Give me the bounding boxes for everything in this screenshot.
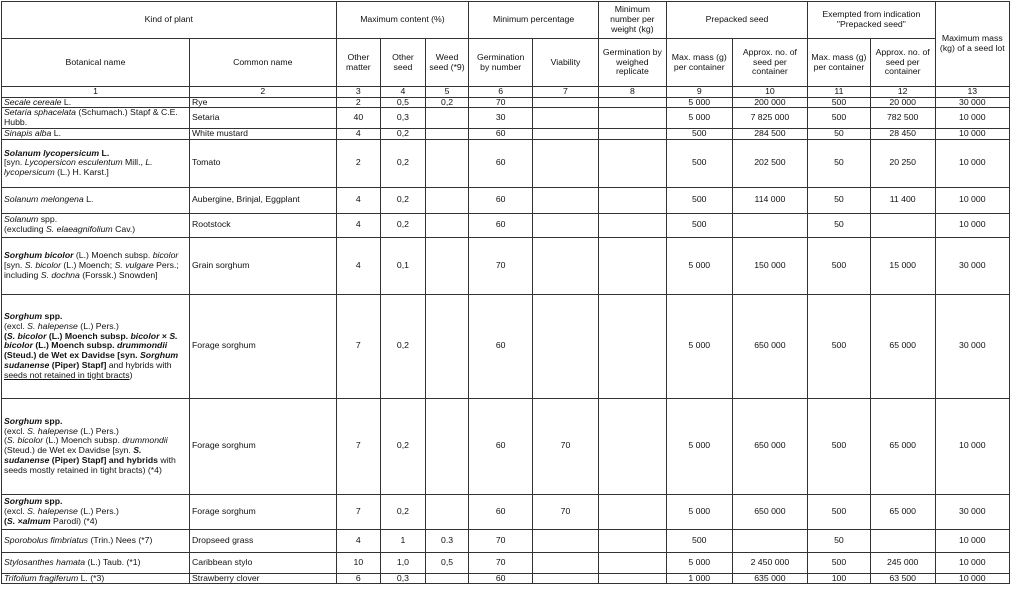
- column-number: 13: [935, 87, 1009, 98]
- germination-cell: 30: [469, 108, 533, 128]
- exempt-approx-seed-cell: 28 450: [870, 128, 935, 139]
- exempt-approx-seed-cell: [870, 529, 935, 552]
- germination-weighed-cell: [598, 494, 666, 529]
- column-number: 5: [425, 87, 469, 98]
- germination-cell: 70: [469, 237, 533, 294]
- botanical-name-cell: Sinapis alba L.: [2, 128, 190, 139]
- max-lot-mass-cell: 10 000: [935, 573, 1009, 584]
- other-matter-cell: 4: [336, 237, 381, 294]
- germination-weighed-cell: [598, 139, 666, 187]
- common-name-cell: Rye: [189, 97, 336, 108]
- table-row: [2, 529, 1010, 552]
- common-name-header: Common name: [189, 39, 336, 87]
- weed-seed-cell: [425, 213, 469, 237]
- other-seed-cell: 0,2: [381, 187, 426, 213]
- botanical-name-cell: Solanum melongena L.: [2, 187, 190, 213]
- viability-cell: [533, 294, 599, 398]
- common-name-cell: Grain sorghum: [189, 237, 336, 294]
- approx-seed-container-header: Approx. no. of seed per container: [732, 39, 807, 87]
- max-mass-cell: 500: [666, 213, 732, 237]
- exempt-max-mass-cell: 50: [808, 529, 871, 552]
- botanical-name-cell: Sorghum spp. (excl. S. halepense (L.) Pers.) (S. bicolor (L.) Moench subsp. drummondii (Steud.) de Wet ex Davidse [syn. S. sudanense (Piper) Stapf] and hybrids with seeds mostly retained in tight bracts) (*4): [2, 398, 190, 494]
- other-matter-cell: 4: [336, 187, 381, 213]
- viability-cell: [533, 237, 599, 294]
- common-name-cell: Forage sorghum: [189, 398, 336, 494]
- weed-seed-cell: [425, 139, 469, 187]
- max-mass-container-header: Max. mass (g) per container: [666, 39, 732, 87]
- botanical-name-cell: Sorghum spp. (excl. S. halepense (L.) Pers.) (S. bicolor (L.) Moench subsp. bicolor × S. bicolor (L.) Moench subsp. drummondii (Steud.) de Wet ex Davidse [syn. Sorghum sudanense (Piper) Stapf] and hybrids with seeds not retained in tight bracts): [2, 294, 190, 398]
- botanical-name-cell: Stylosanthes hamata (L.) Taub. (*1): [2, 552, 190, 573]
- germination-cell: 60: [469, 187, 533, 213]
- viability-header: Viability: [533, 39, 599, 87]
- germination-weighed-cell: [598, 108, 666, 128]
- exempt-max-mass-cell: 500: [808, 237, 871, 294]
- max-mass-cell: 500: [666, 128, 732, 139]
- table-row: [2, 294, 1010, 398]
- weed-seed-cell: [425, 237, 469, 294]
- viability-cell: [533, 573, 599, 584]
- exempt-max-mass-cell: 100: [808, 573, 871, 584]
- max-mass-cell: 5 000: [666, 108, 732, 128]
- max-mass-cell: 1 000: [666, 573, 732, 584]
- table-row: [2, 97, 1010, 108]
- weed-seed-header: Weed seed (*9): [425, 39, 469, 87]
- other-matter-cell: 4: [336, 128, 381, 139]
- exempt-max-mass-cell: 500: [808, 552, 871, 573]
- column-number: 6: [469, 87, 533, 98]
- other-seed-cell: 0,3: [381, 573, 426, 584]
- other-matter-cell: 40: [336, 108, 381, 128]
- approx-seed-cell: 200 000: [732, 97, 807, 108]
- max-mass-cell: 500: [666, 529, 732, 552]
- common-name-cell: Dropseed grass: [189, 529, 336, 552]
- approx-seed-cell: 650 000: [732, 294, 807, 398]
- germination-weighed-cell: [598, 187, 666, 213]
- approx-seed-cell: 650 000: [732, 398, 807, 494]
- germination-cell: 60: [469, 213, 533, 237]
- germination-weighed-cell: [598, 213, 666, 237]
- germination-cell: 60: [469, 494, 533, 529]
- approx-seed-cell: 114 000: [732, 187, 807, 213]
- other-matter-cell: 2: [336, 139, 381, 187]
- germination-weighed-cell: [598, 237, 666, 294]
- other-seed-cell: 1: [381, 529, 426, 552]
- max-lot-mass-cell: 10 000: [935, 128, 1009, 139]
- max-lot-mass-cell: 10 000: [935, 213, 1009, 237]
- table-row: [2, 108, 1010, 128]
- other-seed-cell: 0,3: [381, 108, 426, 128]
- exempt-max-mass-cell: 50: [808, 213, 871, 237]
- germination-cell: 70: [469, 97, 533, 108]
- max-mass-cell: 500: [666, 187, 732, 213]
- other-seed-cell: 0,2: [381, 398, 426, 494]
- other-matter-header: Other matter: [336, 39, 381, 87]
- other-matter-cell: 6: [336, 573, 381, 584]
- max-mass-cell: 5 000: [666, 398, 732, 494]
- exempt-max-mass-cell: 500: [808, 398, 871, 494]
- exempt-approx-seed-cell: [870, 213, 935, 237]
- common-name-cell: Rootstock: [189, 213, 336, 237]
- max-lot-mass-cell: 10 000: [935, 187, 1009, 213]
- header-row-groups: [2, 2, 1010, 39]
- max-lot-mass-cell: 30 000: [935, 294, 1009, 398]
- botanical-name-cell: Setaria sphacelata (Schumach.) Stapf & C.E. Hubb.: [2, 108, 190, 128]
- max-mass-cell: 5 000: [666, 552, 732, 573]
- common-name-cell: Strawberry clover: [189, 573, 336, 584]
- seed-standards-table: [1, 1, 1010, 584]
- other-matter-cell: 10: [336, 552, 381, 573]
- viability-cell: [533, 213, 599, 237]
- germination-cell: 60: [469, 139, 533, 187]
- exempt-max-mass-cell: 500: [808, 494, 871, 529]
- approx-seed-cell: [732, 529, 807, 552]
- other-seed-cell: 0,1: [381, 237, 426, 294]
- botanical-name-cell: Sorghum bicolor (L.) Moench subsp. bicolor [syn. S. bicolor (L.) Moench; S. vulgare Pers.; including S. dochna (Forssk.) Snowden]: [2, 237, 190, 294]
- column-number: 12: [870, 87, 935, 98]
- column-number: 8: [598, 87, 666, 98]
- common-name-cell: Forage sorghum: [189, 494, 336, 529]
- prepacked-seed-header: Prepacked seed: [666, 2, 807, 39]
- max-lot-mass-cell: 30 000: [935, 494, 1009, 529]
- column-number: 4: [381, 87, 426, 98]
- weed-seed-cell: 0,5: [425, 552, 469, 573]
- exempt-max-mass-cell: 500: [808, 294, 871, 398]
- exempt-approx-seed-cell: 65 000: [870, 398, 935, 494]
- approx-seed-cell: 7 825 000: [732, 108, 807, 128]
- other-seed-cell: 0,5: [381, 97, 426, 108]
- exempt-approx-seed-cell: 20 250: [870, 139, 935, 187]
- common-name-cell: Aubergine, Brinjal, Eggplant: [189, 187, 336, 213]
- column-number: 10: [732, 87, 807, 98]
- weed-seed-cell: [425, 494, 469, 529]
- max-lot-mass-cell: 10 000: [935, 108, 1009, 128]
- other-matter-cell: 7: [336, 294, 381, 398]
- other-seed-cell: 0,2: [381, 128, 426, 139]
- max-mass-cell: 5 000: [666, 294, 732, 398]
- germination-weighed-cell: [598, 97, 666, 108]
- germination-cell: 70: [469, 529, 533, 552]
- approx-seed-cell: 284 500: [732, 128, 807, 139]
- weed-seed-cell: [425, 187, 469, 213]
- max-lot-mass-cell: 10 000: [935, 398, 1009, 494]
- approx-seed-cell: 202 500: [732, 139, 807, 187]
- column-number: 3: [336, 87, 381, 98]
- common-name-cell: Setaria: [189, 108, 336, 128]
- approx-seed-cell: 650 000: [732, 494, 807, 529]
- max-lot-mass-cell: 30 000: [935, 237, 1009, 294]
- weed-seed-cell: [425, 128, 469, 139]
- approx-seed-cell: [732, 213, 807, 237]
- weed-seed-cell: [425, 294, 469, 398]
- viability-cell: [533, 97, 599, 108]
- viability-cell: [533, 552, 599, 573]
- viability-cell: [533, 128, 599, 139]
- max-mass-cell: 500: [666, 139, 732, 187]
- other-seed-cell: 0,2: [381, 139, 426, 187]
- table-row: [2, 552, 1010, 573]
- table-row: [2, 128, 1010, 139]
- table-row: [2, 213, 1010, 237]
- exempt-max-mass-cell: 500: [808, 97, 871, 108]
- viability-cell: 70: [533, 398, 599, 494]
- weed-seed-cell: 0,2: [425, 97, 469, 108]
- max-mass-cell: 5 000: [666, 237, 732, 294]
- botanical-name-cell: Secale cereale L.: [2, 97, 190, 108]
- min-number-per-weight-header: Minimum number per weight (kg): [598, 2, 666, 39]
- other-matter-cell: 7: [336, 494, 381, 529]
- exempt-max-mass-cell: 500: [808, 108, 871, 128]
- column-number: 9: [666, 87, 732, 98]
- other-matter-cell: 2: [336, 97, 381, 108]
- table-row: [2, 398, 1010, 494]
- max-lot-mass-cell: 10 000: [935, 139, 1009, 187]
- viability-cell: [533, 187, 599, 213]
- header-row-columns: [2, 39, 1010, 87]
- max-mass-cell: 5 000: [666, 494, 732, 529]
- germination-by-number-header: Germination by number: [469, 39, 533, 87]
- column-number: 2: [189, 87, 336, 98]
- botanical-name-cell: Sorghum spp. (excl. S. halepense (L.) Pers.) (S. ×almum Parodi) (*4): [2, 494, 190, 529]
- germination-weighed-cell: [598, 398, 666, 494]
- max-lot-mass-cell: 10 000: [935, 552, 1009, 573]
- table-row: [2, 573, 1010, 584]
- botanical-name-cell: Solanum lycopersicum L. [syn. Lycopersicon esculentum Mill., L. lycopersicum (L.) H. Karst.]: [2, 139, 190, 187]
- viability-cell: [533, 108, 599, 128]
- other-seed-cell: 0,2: [381, 494, 426, 529]
- germination-cell: 70: [469, 552, 533, 573]
- max-mass-lot-header: Maximum mass (kg) of a seed lot: [935, 2, 1009, 87]
- germination-weighed-cell: [598, 552, 666, 573]
- viability-cell: [533, 139, 599, 187]
- exempt-approx-seed-cell: 65 000: [870, 294, 935, 398]
- common-name-cell: White mustard: [189, 128, 336, 139]
- exempt-approx-seed-cell: 245 000: [870, 552, 935, 573]
- botanical-name-cell: Solanum spp. (excluding S. elaeagnifolium Cav.): [2, 213, 190, 237]
- other-seed-cell: 1,0: [381, 552, 426, 573]
- min-percentage-header: Minimum percentage: [469, 2, 599, 39]
- viability-cell: 70: [533, 494, 599, 529]
- table-body: [2, 97, 1010, 584]
- kind-of-plant-header: Kind of plant: [2, 2, 337, 39]
- other-matter-cell: 4: [336, 529, 381, 552]
- exempt-max-mass-cell: 50: [808, 139, 871, 187]
- germination-weighed-cell: [598, 573, 666, 584]
- table-row: [2, 237, 1010, 294]
- germination-cell: 60: [469, 573, 533, 584]
- max-mass-cell: 5 000: [666, 97, 732, 108]
- germination-cell: 60: [469, 398, 533, 494]
- germination-weighed-cell: [598, 128, 666, 139]
- viability-cell: [533, 529, 599, 552]
- weed-seed-cell: [425, 398, 469, 494]
- exempt-approx-seed-header: Approx. no. of seed per container: [870, 39, 935, 87]
- approx-seed-cell: 2 450 000: [732, 552, 807, 573]
- exempt-max-mass-cell: 50: [808, 128, 871, 139]
- germination-weighed-header: Germination by weighed replicate: [598, 39, 666, 87]
- table-row: [2, 187, 1010, 213]
- common-name-cell: Caribbean stylo: [189, 552, 336, 573]
- common-name-cell: Forage sorghum: [189, 294, 336, 398]
- botanical-name-header: Botanical name: [2, 39, 190, 87]
- exempt-approx-seed-cell: 11 400: [870, 187, 935, 213]
- approx-seed-cell: 150 000: [732, 237, 807, 294]
- other-seed-cell: 0,2: [381, 213, 426, 237]
- exempted-header: Exempted from indication "Prepacked seed": [808, 2, 935, 39]
- other-matter-cell: 7: [336, 398, 381, 494]
- column-number: 11: [808, 87, 871, 98]
- table-row: [2, 494, 1010, 529]
- common-name-cell: Tomato: [189, 139, 336, 187]
- germination-weighed-cell: [598, 529, 666, 552]
- germination-cell: 60: [469, 128, 533, 139]
- exempt-approx-seed-cell: 15 000: [870, 237, 935, 294]
- exempt-approx-seed-cell: 782 500: [870, 108, 935, 128]
- weed-seed-cell: [425, 108, 469, 128]
- other-seed-header: Other seed: [381, 39, 426, 87]
- exempt-approx-seed-cell: 63 500: [870, 573, 935, 584]
- germination-cell: 60: [469, 294, 533, 398]
- other-matter-cell: 4: [336, 213, 381, 237]
- botanical-name-cell: Trifolium fragiferum L. (*3): [2, 573, 190, 584]
- exempt-approx-seed-cell: 20 000: [870, 97, 935, 108]
- column-number: 1: [2, 87, 190, 98]
- weed-seed-cell: [425, 573, 469, 584]
- approx-seed-cell: 635 000: [732, 573, 807, 584]
- table-row: [2, 139, 1010, 187]
- other-seed-cell: 0,2: [381, 294, 426, 398]
- max-lot-mass-cell: 30 000: [935, 97, 1009, 108]
- botanical-name-cell: Sporobolus fimbriatus (Trin.) Nees (*7): [2, 529, 190, 552]
- germination-weighed-cell: [598, 294, 666, 398]
- max-content-header: Maximum content (%): [336, 2, 469, 39]
- exempt-max-mass-header: Max. mass (g) per container: [808, 39, 871, 87]
- exempt-approx-seed-cell: 65 000: [870, 494, 935, 529]
- weed-seed-cell: 0.3: [425, 529, 469, 552]
- exempt-max-mass-cell: 50: [808, 187, 871, 213]
- column-number: 7: [533, 87, 599, 98]
- max-lot-mass-cell: 10 000: [935, 529, 1009, 552]
- column-number-row: [2, 87, 1010, 98]
